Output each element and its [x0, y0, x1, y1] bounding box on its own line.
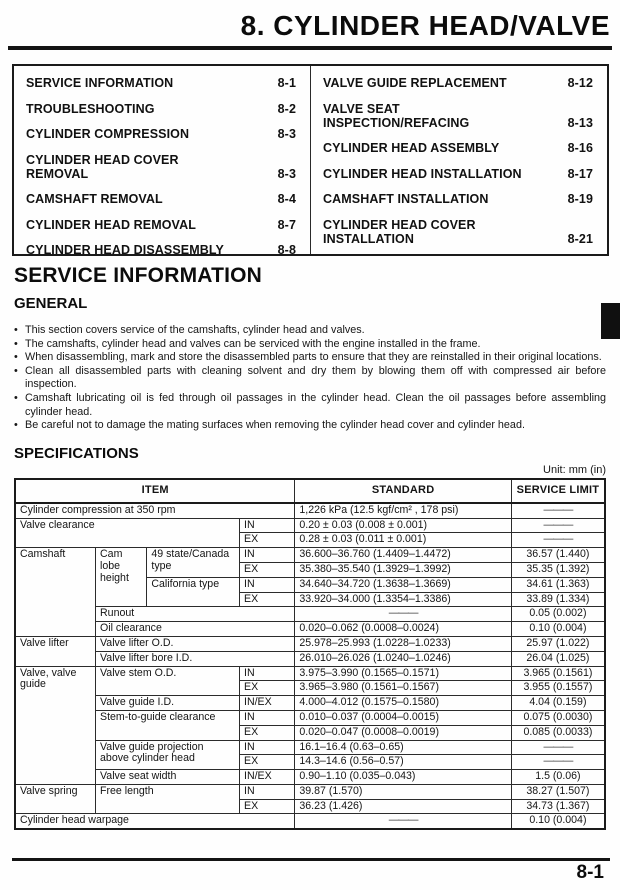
- spec-service-limit: 34.73 (1.367): [511, 799, 605, 814]
- note-item: • This section covers service of the camshafts, cylinder head and valves.: [14, 324, 606, 338]
- spec-standard: 0.28 ± 0.03 (0.011 ± 0.001): [295, 533, 511, 548]
- table-row: [15, 548, 605, 563]
- spec-standard: 16.1–16.4 (0.63–0.65): [295, 740, 511, 755]
- spec-service-limit: ———: [511, 533, 605, 548]
- spec-service-limit: 36.57 (1.440): [511, 548, 605, 563]
- toc-entry-label: CYLINDER HEAD REMOVAL: [26, 217, 196, 232]
- spec-item: Cylinder compression at 350 rpm: [15, 503, 295, 518]
- spec-item: Valve spring: [15, 784, 96, 814]
- spec-subitem: Runout: [96, 607, 295, 622]
- toc-entry-page: 8-3: [277, 127, 296, 141]
- spec-in-ex: IN: [240, 740, 295, 755]
- column-header-item: ITEM: [15, 479, 295, 503]
- spec-standard: 0.020–0.062 (0.0008–0.0024): [295, 622, 511, 637]
- toc-entry: [323, 102, 593, 130]
- toc-entry-label: TROUBLESHOOTING: [26, 101, 155, 116]
- spec-subitem: Oil clearance: [96, 622, 295, 637]
- toc-entry-label: CYLINDER HEAD ASSEMBLY: [323, 141, 500, 155]
- spec-subitem: Valve seat width: [96, 770, 240, 785]
- spec-subitem: California type: [147, 577, 240, 607]
- note-item: • When disassembling, mark and store the disassembled parts to ensure that they are reinstalled in their original locations.: [14, 351, 606, 365]
- table-row: [15, 503, 605, 518]
- toc-entry-page: 8-12: [567, 76, 593, 90]
- toc-entry-label: VALVE SEAT INSPECTION/REFACING: [323, 101, 470, 130]
- spec-standard: ———: [295, 814, 511, 829]
- spec-subitem: Valve lifter bore I.D.: [96, 651, 295, 666]
- spec-in-ex: EX: [240, 755, 295, 770]
- table-row: [15, 740, 605, 755]
- note-item: • Clean all disassembled parts with cleaning solvent and dry them by blowing them off with compressed air before inspection.: [14, 365, 606, 392]
- spec-subitem: Valve guide I.D.: [96, 696, 240, 711]
- spec-in-ex: EX: [240, 681, 295, 696]
- note-item: • Be careful not to damage the mating surfaces when removing the cylinder head cover and cylinder head.: [14, 419, 606, 433]
- spec-standard: 33.920–34.000 (1.3354–1.3386): [295, 592, 511, 607]
- spec-standard: 0.90–1.10 (0.035–0.043): [295, 770, 511, 785]
- spec-subitem: Stem-to-guide clearance: [96, 710, 240, 740]
- spec-service-limit: 0.05 (0.002): [511, 607, 605, 622]
- table-row: [15, 518, 605, 533]
- spec-in-ex: EX: [240, 592, 295, 607]
- table-row: [15, 622, 605, 637]
- spec-subitem: Cam lobe height: [96, 548, 147, 607]
- toc-entry: [26, 76, 296, 90]
- table-header-row: [15, 479, 605, 503]
- spec-standard: 0.020–0.047 (0.0008–0.0019): [295, 725, 511, 740]
- spec-item: Valve lifter: [15, 636, 96, 666]
- spec-service-limit: 0.075 (0.0030): [511, 710, 605, 725]
- subsection-title-general: GENERAL: [14, 295, 88, 312]
- toc-entry-label: CAMSHAFT INSTALLATION: [323, 192, 489, 206]
- spec-standard: 3.975–3.990 (0.1565–0.1571): [295, 666, 511, 681]
- spec-in-ex: EX: [240, 799, 295, 814]
- spec-subitem: 49 state/Canada type: [147, 548, 240, 578]
- spec-service-limit: ———: [511, 755, 605, 770]
- toc-entry: [26, 102, 296, 116]
- table-of-contents: [12, 64, 609, 256]
- chapter-title: 8. CYLINDER HEAD/VALVE: [240, 10, 610, 41]
- spec-service-limit: 38.27 (1.507): [511, 784, 605, 799]
- spec-standard: 4.000–4.012 (0.1575–0.1580): [295, 696, 511, 711]
- toc-entry-page: 8-17: [567, 166, 593, 181]
- spec-in-ex: IN/EX: [240, 770, 295, 785]
- toc-right-column: [310, 66, 607, 254]
- spec-standard: 25.978–25.993 (1.0228–1.0233): [295, 636, 511, 651]
- toc-entry-page: 8-1: [277, 76, 296, 90]
- spec-in-ex: IN: [240, 784, 295, 799]
- spec-in-ex: EX: [240, 562, 295, 577]
- general-notes-list: [14, 324, 606, 433]
- toc-entry-label: SERVICE INFORMATION: [26, 76, 174, 90]
- spec-standard: 3.965–3.980 (0.1561–0.1567): [295, 681, 511, 696]
- toc-entry-label: CAMSHAFT REMOVAL: [26, 192, 163, 206]
- column-header-service-limit: SERVICE LIMIT: [511, 479, 605, 503]
- spec-standard: 34.640–34.720 (1.3638–1.3669): [295, 577, 511, 592]
- toc-entry-page: 8-19: [567, 192, 593, 206]
- unit-note: Unit: mm (in): [543, 463, 606, 476]
- spec-service-limit: ———: [511, 518, 605, 533]
- title-rule: [8, 46, 612, 50]
- table-row: [15, 710, 605, 725]
- toc-entry-label: CYLINDER HEAD COVER INSTALLATION: [323, 217, 476, 246]
- spec-standard: 14.3–14.6 (0.56–0.57): [295, 755, 511, 770]
- note-item: • The camshafts, cylinder head and valves can be serviced with the engine installed in the frame.: [14, 338, 606, 352]
- toc-entry: [26, 218, 296, 232]
- spec-standard: 35.380–35.540 (1.3929–1.3992): [295, 562, 511, 577]
- toc-entry-label: CYLINDER COMPRESSION: [26, 127, 190, 141]
- spec-subitem: Valve lifter O.D.: [96, 636, 295, 651]
- spec-standard: 0.010–0.037 (0.0004–0.0015): [295, 710, 511, 725]
- spec-in-ex: IN/EX: [240, 696, 295, 711]
- toc-entry-page: 8-21: [567, 231, 593, 246]
- page-number: 8-1: [576, 862, 604, 883]
- table-row: [15, 636, 605, 651]
- toc-entry-page: 8-16: [567, 141, 593, 155]
- toc-entry: [26, 192, 296, 206]
- toc-entry: [323, 192, 593, 206]
- spec-in-ex: IN: [240, 577, 295, 592]
- spec-item: Valve, valve guide: [15, 666, 96, 784]
- table-row: [15, 607, 605, 622]
- toc-entry-label: CYLINDER HEAD COVER REMOVAL: [26, 152, 179, 181]
- toc-entry-page: 8-7: [277, 217, 296, 232]
- table-row: [15, 651, 605, 666]
- toc-entry: [26, 127, 296, 141]
- page-header: [0, 0, 620, 50]
- table-row: [15, 784, 605, 799]
- spec-service-limit: ———: [511, 740, 605, 755]
- table-row: [15, 814, 605, 829]
- spec-in-ex: IN: [240, 548, 295, 563]
- spec-service-limit: 1.5 (0.06): [511, 770, 605, 785]
- spec-item: Cylinder head warpage: [15, 814, 295, 829]
- spec-in-ex: IN: [240, 518, 295, 533]
- spec-standard: ———: [295, 607, 511, 622]
- spec-service-limit: 3.965 (0.1561): [511, 666, 605, 681]
- toc-entry: [323, 167, 593, 181]
- spec-service-limit: 25.97 (1.022): [511, 636, 605, 651]
- spec-in-ex: IN: [240, 710, 295, 725]
- column-header-standard: STANDARD: [295, 479, 511, 503]
- spec-subitem: Valve guide projection above cylinder head: [96, 740, 240, 770]
- spec-service-limit: 35.35 (1.392): [511, 562, 605, 577]
- spec-service-limit: 0.10 (0.004): [511, 814, 605, 829]
- subsection-title-specifications: SPECIFICATIONS: [14, 444, 139, 462]
- toc-entry: [323, 218, 593, 246]
- table-row: [15, 696, 605, 711]
- spec-standard: 36.23 (1.426): [295, 799, 511, 814]
- spec-in-ex: EX: [240, 725, 295, 740]
- toc-entry: [323, 76, 593, 90]
- page-content: [14, 264, 606, 830]
- toc-entry-page: 8-8: [277, 243, 296, 257]
- spec-standard: 1,226 kPa (12.5 kgf/cm² , 178 psi): [295, 503, 511, 518]
- spec-item: Camshaft: [15, 548, 96, 637]
- spec-service-limit: 4.04 (0.159): [511, 696, 605, 711]
- spec-standard: 26.010–26.026 (1.0240–1.0246): [295, 651, 511, 666]
- toc-entry: [323, 141, 593, 155]
- note-item: • Camshaft lubricating oil is fed through oil passages in the cylinder head. Clean the oil passages before assembling cylinder head.: [14, 392, 606, 419]
- spec-standard: 0.20 ± 0.03 (0.008 ± 0.001): [295, 518, 511, 533]
- spec-service-limit: 0.10 (0.004): [511, 622, 605, 637]
- toc-entry-label: VALVE GUIDE REPLACEMENT: [323, 76, 507, 90]
- toc-entry: [26, 153, 296, 181]
- specifications-table: [14, 478, 606, 831]
- toc-entry: [26, 243, 296, 257]
- footer-rule: [12, 858, 610, 861]
- toc-entry-label: CYLINDER HEAD DISASSEMBLY: [26, 243, 224, 257]
- spec-standard: 36.600–36.760 (1.4409–1.4472): [295, 548, 511, 563]
- toc-entry-page: 8-3: [277, 166, 296, 181]
- spec-subitem: Valve stem O.D.: [96, 666, 240, 696]
- spec-standard: 39.87 (1.570): [295, 784, 511, 799]
- spec-service-limit: ———: [511, 503, 605, 518]
- spec-service-limit: 33.89 (1.334): [511, 592, 605, 607]
- spec-in-ex: IN: [240, 666, 295, 681]
- table-row: [15, 770, 605, 785]
- toc-entry-page: 8-4: [277, 192, 296, 206]
- chapter-index-tab: [601, 303, 620, 339]
- toc-entry-page: 8-13: [567, 115, 593, 130]
- spec-item: Valve clearance: [15, 518, 240, 548]
- spec-service-limit: 3.955 (0.1557): [511, 681, 605, 696]
- spec-in-ex: EX: [240, 533, 295, 548]
- toc-entry-label: CYLINDER HEAD INSTALLATION: [323, 166, 522, 181]
- spec-service-limit: 34.61 (1.363): [511, 577, 605, 592]
- table-row: [15, 666, 605, 681]
- toc-left-column: [14, 66, 310, 257]
- section-title-service-information: SERVICE INFORMATION: [14, 264, 263, 287]
- toc-entry-page: 8-2: [277, 101, 296, 116]
- spec-service-limit: 26.04 (1.025): [511, 651, 605, 666]
- spec-service-limit: 0.085 (0.0033): [511, 725, 605, 740]
- spec-subitem: Free length: [96, 784, 240, 814]
